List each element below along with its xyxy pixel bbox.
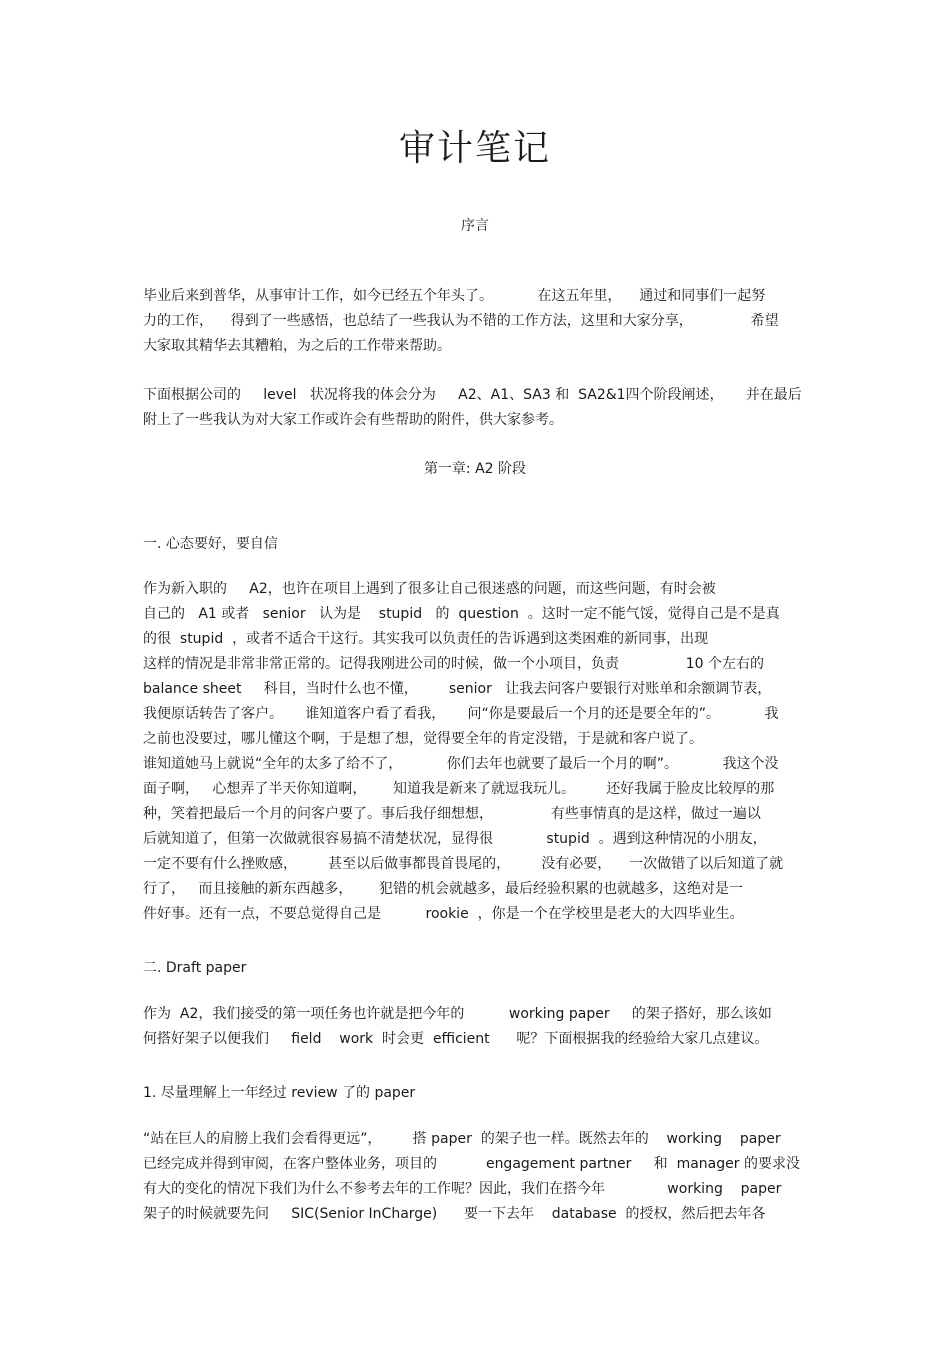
text-line: 作为新入职的 A2，也许在项目上遇到了很多让自己很迷惑的问题，而这些问题，有时会被 [143,581,716,597]
subsection-1-paragraph [143,1127,807,1227]
text-line: 一定不要有什么挫败感， 甚至以后做事都畏首畏尾的， 没有必要， 一次做错了以后知道了就 [143,856,784,872]
text-line: 力的工作， 得到了一些感悟，也总结了一些我认为不错的工作方法，这里和大家分享， 希望 [143,313,779,329]
preface-heading: 序言 [461,218,489,234]
text-line: 架子的时候就要先问 SIC(Senior InCharge) 要一下去年 database 的授权，然后把去年各 [143,1206,766,1222]
text-line: 种，笑着把最后一个月的问客户要了。事后我仔细想想， 有些事情真的是这样，做过一遍以 [143,806,761,822]
text-line: 件好事。还有一点，不要总觉得自己是 rookie ，你是一个在学校里是老大的大四毕业生。 [143,906,744,922]
text-line: 后就知道了，但第一次做就很容易搞不清楚状况，显得很 stupid 。遇到这种情况的小朋友， [143,831,767,847]
chapter-heading: 第一章: A2 阶段 [423,461,527,477]
section-1-paragraph [143,577,807,927]
subsection-heading: 1. 尽量理解上一年经过 review 了的 paper [143,1085,416,1101]
text-line: 我便原话转告了客户。 谁知道客户看了看我， 问“你是要最后一个月的还是要全年的”。 我 [143,706,779,722]
preface-paragraph-2 [143,383,807,433]
text-line: 谁知道她马上就说“全年的太多了给不了， 你们去年也就要了最后一个月的啊”。 我这个没 [143,756,779,772]
section-heading: 一. 心态要好，要自信 [143,536,278,552]
text-line: 何搭好架子以便我们 field work 时会更 efficient 呢？下面根据我的经验给大家几点建议。 [143,1031,769,1047]
text-line: 附上了一些我认为对大家工作或许会有些帮助的附件，供大家参考。 [143,412,563,428]
text-line: 下面根据公司的 level 状况将我的体会分为 A2、A1、SA3 和 SA2&1四个阶段阐述， 并在最后 [143,387,802,403]
text-line: 自己的 A1 或者 senior 认为是 stupid 的 question 。这时一定不能气馁，觉得自己是不是真 [143,606,780,622]
section-2-paragraph [143,1002,807,1052]
document-title: 审计笔记 [398,128,551,169]
text-line: 之前也没要过，哪儿懂这个啊，于是想了想，觉得要全年的肯定没错，于是就和客户说了。 [143,731,703,747]
text-line: 行了， 而且接触的新东西越多， 犯错的机会就越多，最后经验积累的也就越多，这绝对是一 [143,881,744,897]
text-line: balance sheet 科目，当时什么也不懂， senior 让我去问客户要银行对账单和余额调节表， [143,681,772,697]
text-line: 已经完成并得到审阅，在客户整体业务，项目的 engagement partner 和 manager 的要求没 [143,1156,800,1172]
text-line: 面子啊， 心想弄了半天你知道啊， 知道我是新来了就逗我玩儿。 还好我属于脸皮比较厚的那 [143,781,775,797]
text-line: 作为 A2，我们接受的第一项任务也许就是把今年的 working paper 的架子搭好，那么该如 [143,1006,772,1022]
text-line: 大家取其精华去其糟粕，为之后的工作带来帮助。 [143,338,451,354]
text-line: “站在巨人的肩膀上我们会看得更远”， 搭 paper 的架子也一样。既然去年的 working paper [143,1131,781,1147]
text-line: 有大的变化的情况下我们为什么不参考去年的工作呢？因此，我们在搭今年 working paper [143,1181,782,1197]
preface-paragraph-1 [143,284,807,359]
text-line: 毕业后来到普华，从事审计工作，如今已经五个年头了。 在这五年里， 通过和同事们一起努 [143,288,766,304]
text-line: 这样的情况是非常非常正常的。记得我刚进公司的时候，做一个小项目，负责 10 个左右的 [143,656,765,672]
section-heading: 二. Draft paper [143,960,247,976]
text-line: 的很 stupid ，或者不适合干这行。其实我可以负责任的告诉遇到这类困难的新同事，出现 [143,631,709,647]
